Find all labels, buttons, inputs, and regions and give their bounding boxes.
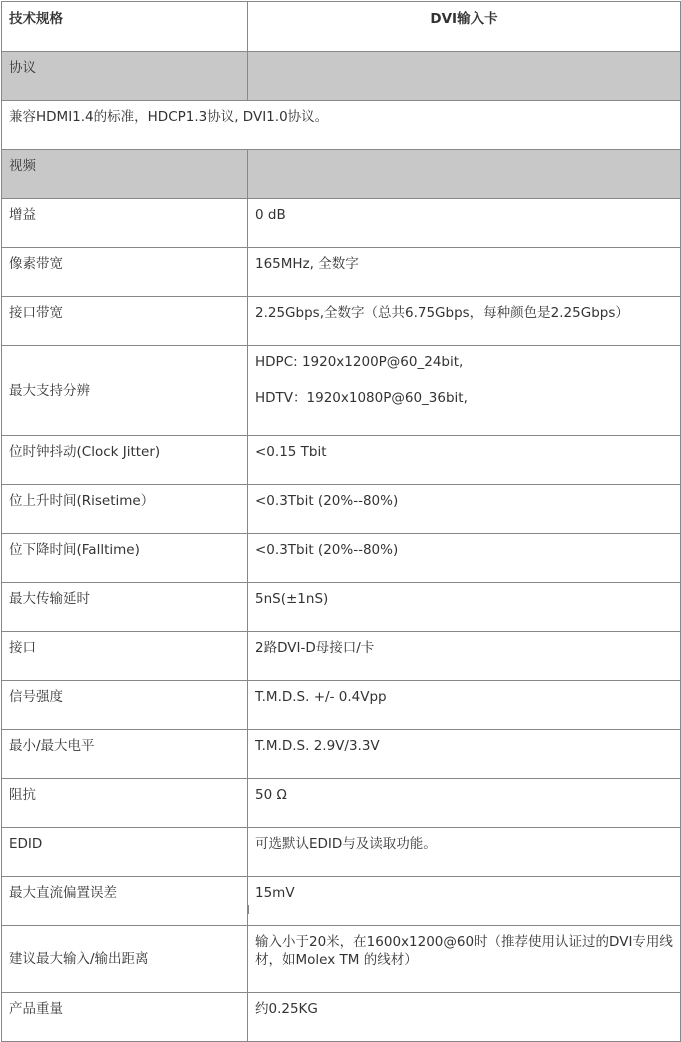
spec-value-line1: HDPC: 1920x1200P@60_24bit, <box>255 354 464 370</box>
table-row <box>2 534 681 583</box>
protocol-text: 兼容HDMI1.4的标准，HDCP1.3协议, DVI1.0协议。 <box>2 101 681 150</box>
spec-key: 增益 <box>2 199 248 248</box>
table-row <box>2 485 681 534</box>
spec-key: 信号强度 <box>2 681 248 730</box>
spec-value: 2.25Gbps,全数字（总共6.75Gbps，每种颜色是2.25Gbps） <box>248 297 681 346</box>
spec-key: 位下降时间(Falltime) <box>2 534 248 583</box>
spec-key: 最大支持分辨 <box>2 346 248 436</box>
table-row <box>2 828 681 877</box>
section-label-video: 视频 <box>2 150 248 199</box>
table-row <box>2 877 681 926</box>
spec-value: <0.15 Tbit <box>248 436 681 485</box>
spec-key: 产品重量 <box>2 993 248 1042</box>
spec-key: 最大传输延时 <box>2 583 248 632</box>
header-spec-label: 技术规格 <box>2 2 248 52</box>
table-header-row <box>2 2 681 52</box>
spec-value: 约0.25KG <box>248 993 681 1042</box>
spec-value: 可选默认EDID与及读取功能。 <box>248 828 681 877</box>
spec-key: 接口 <box>2 632 248 681</box>
spec-key: 最大直流偏置误差 <box>2 877 248 926</box>
table-row <box>2 779 681 828</box>
spec-value-line2: HDTV：1920x1080P@60_36bit, <box>255 390 468 406</box>
spec-key: EDID <box>2 828 248 877</box>
spec-value: 50 Ω <box>248 779 681 828</box>
table-row <box>2 730 681 779</box>
spec-table <box>1 1 681 1042</box>
spec-value: 2路DVI-D母接口/卡 <box>248 632 681 681</box>
spec-value: T.M.D.S. +/- 0.4Vpp <box>248 681 681 730</box>
spec-key: 建议最大输入/输出距离 <box>2 926 248 993</box>
spec-value <box>248 346 681 436</box>
table-row <box>2 632 681 681</box>
spec-value: 165MHz, 全数字 <box>248 248 681 297</box>
section-filler <box>248 52 681 101</box>
section-row-video <box>2 150 681 199</box>
spec-key: 阻抗 <box>2 779 248 828</box>
spec-value: <0.3Tbit (20%--80%) <box>248 534 681 583</box>
spec-value: T.M.D.S. 2.9V/3.3V <box>248 730 681 779</box>
table-row <box>2 583 681 632</box>
table-row <box>2 436 681 485</box>
spec-value: 0 dB <box>248 199 681 248</box>
section-row-protocol <box>2 52 681 101</box>
spec-value: 5nS(±1nS) <box>248 583 681 632</box>
table-row <box>2 346 681 436</box>
table-row <box>2 926 681 993</box>
column-divider-tail <box>248 905 249 914</box>
spec-value: 15mV <box>248 877 681 926</box>
protocol-text-row <box>2 101 681 150</box>
table-row <box>2 681 681 730</box>
spec-key: 位上升时间(Risetime） <box>2 485 248 534</box>
spec-value: 输入小于20米，在1600x1200@60时（推荐使用认证过的DVI专用线材，如Molex TM 的线材） <box>248 926 681 993</box>
table-row <box>2 199 681 248</box>
section-filler <box>248 150 681 199</box>
spec-key: 像素带宽 <box>2 248 248 297</box>
spec-key: 接口带宽 <box>2 297 248 346</box>
section-label-protocol: 协议 <box>2 52 248 101</box>
header-product-name: DVI输入卡 <box>248 2 681 52</box>
spec-value: <0.3Tbit (20%--80%) <box>248 485 681 534</box>
table-row <box>2 297 681 346</box>
spec-key: 最小/最大电平 <box>2 730 248 779</box>
table-row <box>2 248 681 297</box>
table-row <box>2 993 681 1042</box>
spec-key: 位时钟抖动(Clock Jitter) <box>2 436 248 485</box>
